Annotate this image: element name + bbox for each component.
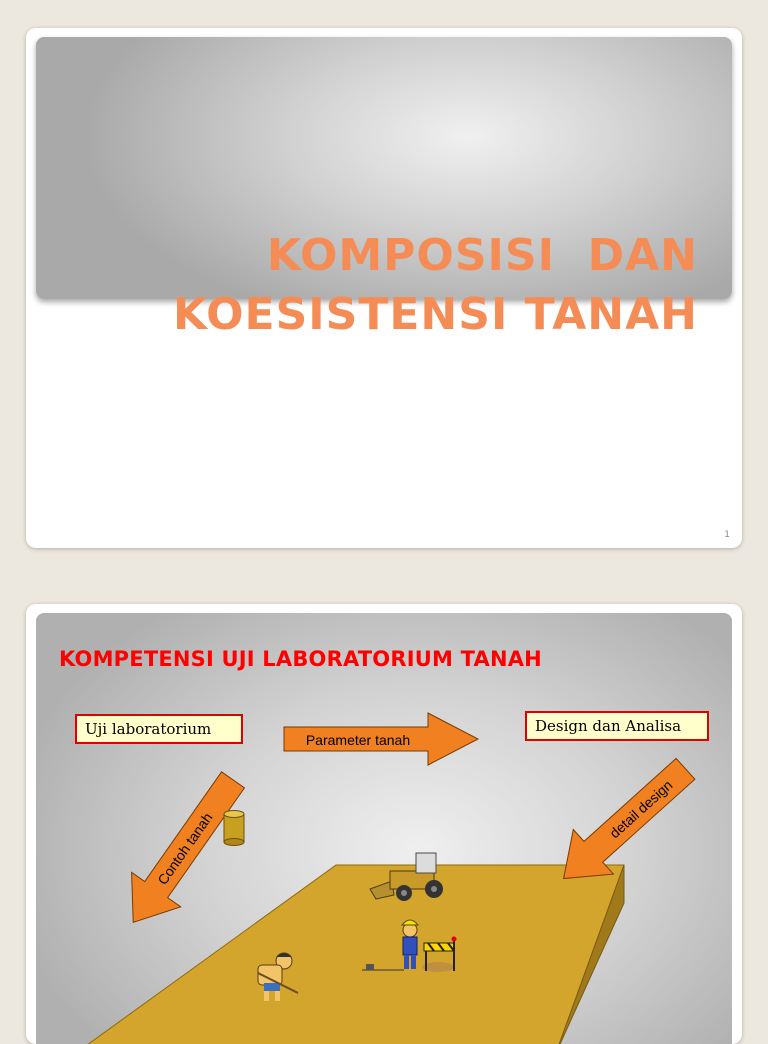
uji-laboratorium-box: Uji laboratorium [75,714,243,744]
diagram-scene [36,613,732,1044]
parameter-arrow-label: Parameter tanah [305,732,411,748]
parameter-arrow [284,713,478,765]
detail-arrow [544,747,706,901]
sample-cylinder-icon [224,811,244,846]
title-line-2: KOESISTENSI TANAH [173,289,698,340]
presentation-title [78,226,698,344]
detail-arrow-label: detail design [606,776,676,842]
contoh-arrow-label: Contoh tanah [154,809,216,888]
slide-number: 1 [724,530,730,540]
content-slide[interactable] [26,604,742,1044]
content-slide-body [36,613,732,1044]
design-analisa-box: Design dan Analisa [525,711,709,741]
contoh-arrow [109,763,258,940]
slide-heading: KOMPETENSI UJI LABORATORIUM TANAH [59,647,542,671]
title-line-1: KOMPOSISI DAN [266,230,698,281]
title-slide[interactable] [26,28,742,548]
